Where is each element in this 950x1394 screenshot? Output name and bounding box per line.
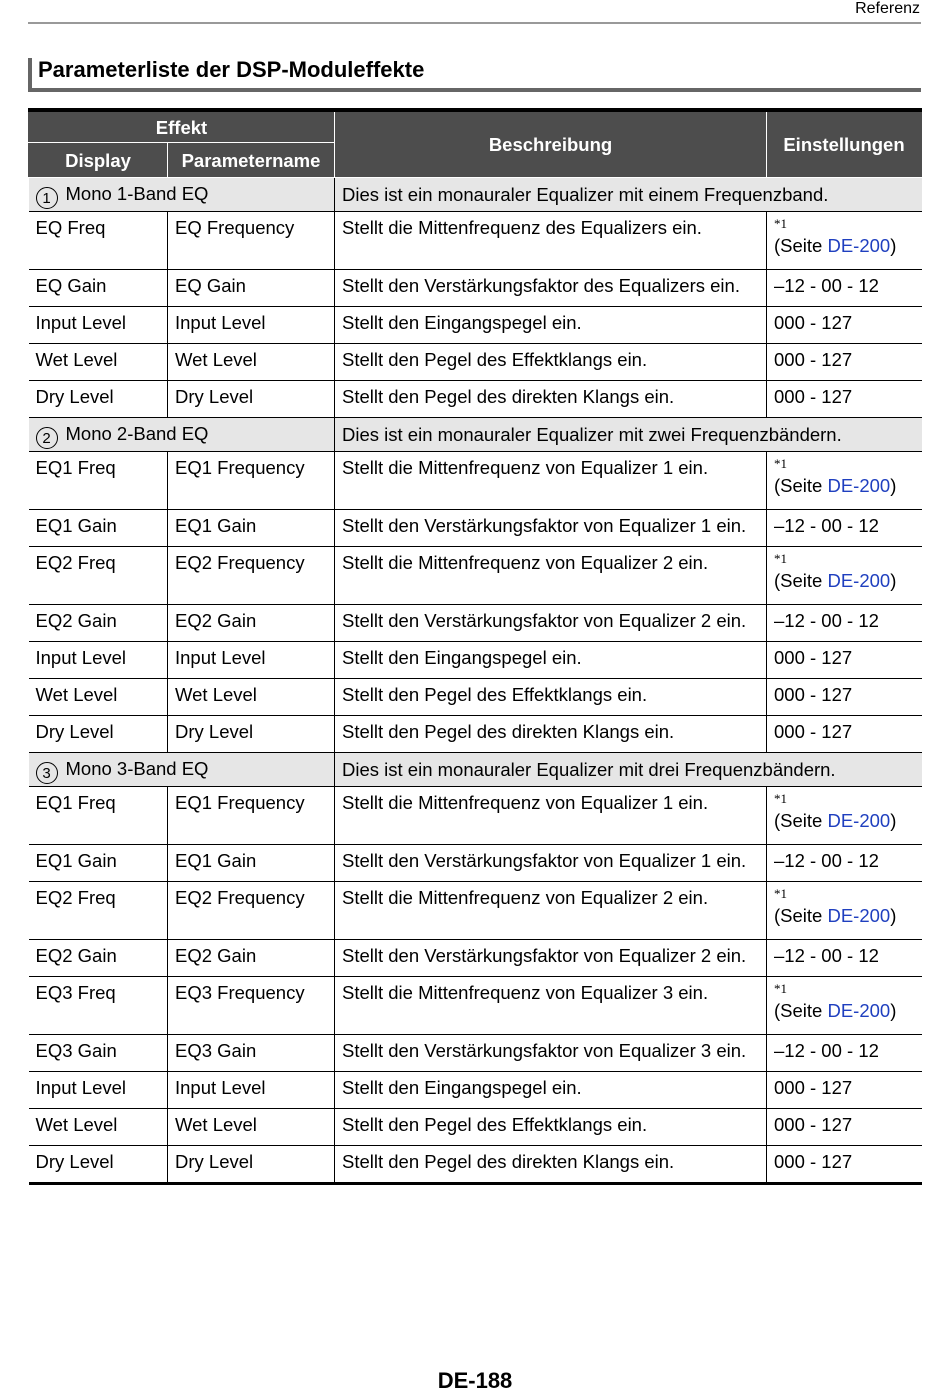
section-row <box>29 753 922 787</box>
parameter-name-cell: Wet Level <box>168 1109 335 1146</box>
setting-cell <box>767 977 922 1035</box>
table-row <box>29 212 922 270</box>
display-cell: EQ3 Freq <box>29 977 168 1035</box>
title-accent-bar <box>28 58 32 88</box>
section-name: Mono 2-Band EQ <box>65 422 209 444</box>
setting-cell: 000 - 127 <box>767 1109 922 1146</box>
section-name-cell <box>29 418 335 452</box>
section-number-badge: 1 <box>36 187 58 209</box>
setting-cell: –12 - 00 - 12 <box>767 940 922 977</box>
page-number: DE-188 <box>437 1368 513 1393</box>
page-reference-link[interactable]: DE-200 <box>827 570 891 591</box>
section-description: Dies ist ein monauraler Equalizer mit einem Frequenzband. <box>335 178 922 212</box>
footnote-marker: *1 <box>774 981 787 996</box>
setting-cell <box>767 547 922 605</box>
page-reference-suffix: ) <box>890 810 897 831</box>
description-cell: Stellt den Eingangspegel ein. <box>335 307 767 344</box>
description-cell: Stellt den Pegel des Effektklangs ein. <box>335 344 767 381</box>
header-effekt: Effekt <box>29 110 335 143</box>
description-cell: Stellt den Verstärkungsfaktor von Equalizer 2 ein. <box>335 605 767 642</box>
table-row <box>29 1146 922 1184</box>
parameter-name-cell: Dry Level <box>168 716 335 753</box>
setting-cell: 000 - 127 <box>767 716 922 753</box>
table-row <box>29 605 922 642</box>
page-reference-prefix: (Seite <box>774 235 828 256</box>
table-row <box>29 642 922 679</box>
section-number-badge: 2 <box>36 427 58 449</box>
display-cell: EQ2 Gain <box>29 940 168 977</box>
page-title: Parameterliste der DSP-Moduleffekte <box>38 57 425 82</box>
page-reference <box>774 473 915 498</box>
section-description: Dies ist ein monauraler Equalizer mit drei Frequenzbändern. <box>335 753 922 787</box>
page-reference-link[interactable]: DE-200 <box>827 810 891 831</box>
table-body <box>29 178 922 1184</box>
parameter-name-cell: Dry Level <box>168 381 335 418</box>
page-reference-suffix: ) <box>890 235 897 256</box>
section-description: Dies ist ein monauraler Equalizer mit zwei Frequenzbändern. <box>335 418 922 452</box>
table-row <box>29 307 922 344</box>
display-cell: Dry Level <box>29 716 168 753</box>
description-cell: Stellt den Eingangspegel ein. <box>335 1072 767 1109</box>
parameter-name-cell: EQ1 Frequency <box>168 787 335 845</box>
table-row <box>29 940 922 977</box>
section-number-badge: 3 <box>36 762 58 784</box>
description-cell: Stellt den Pegel des direkten Klangs ein. <box>335 381 767 418</box>
header-parametername: Parametername <box>168 143 335 178</box>
parameter-name-cell: Input Level <box>168 307 335 344</box>
header-einstellungen: Einstellungen <box>767 110 922 178</box>
header-section-label: Referenz <box>855 0 920 17</box>
description-cell: Stellt den Verstärkungsfaktor von Equalizer 1 ein. <box>335 510 767 547</box>
parameter-name-cell: Dry Level <box>168 1146 335 1184</box>
parameter-name-cell: Wet Level <box>168 679 335 716</box>
parameter-name-cell: EQ2 Gain <box>168 605 335 642</box>
title-underline <box>28 88 921 92</box>
parameter-name-cell: EQ2 Gain <box>168 940 335 977</box>
footnote-marker: *1 <box>774 216 787 231</box>
display-cell: EQ2 Freq <box>29 547 168 605</box>
display-cell: Wet Level <box>29 1109 168 1146</box>
description-cell: Stellt die Mittenfrequenz von Equalizer 2 ein. <box>335 547 767 605</box>
setting-cell: 000 - 127 <box>767 1146 922 1184</box>
table-row <box>29 1109 922 1146</box>
page-reference-link[interactable]: DE-200 <box>827 905 891 926</box>
page-reference <box>774 568 915 593</box>
description-cell: Stellt den Pegel des direkten Klangs ein. <box>335 716 767 753</box>
description-cell: Stellt den Verstärkungsfaktor des Equalizers ein. <box>335 270 767 307</box>
parameter-name-cell: EQ Frequency <box>168 212 335 270</box>
display-cell: EQ1 Freq <box>29 787 168 845</box>
table-row <box>29 1035 922 1072</box>
description-cell: Stellt den Verstärkungsfaktor von Equalizer 3 ein. <box>335 1035 767 1072</box>
display-cell: Wet Level <box>29 679 168 716</box>
table-row <box>29 716 922 753</box>
page-reference-prefix: (Seite <box>774 810 828 831</box>
setting-cell: –12 - 00 - 12 <box>767 1035 922 1072</box>
display-cell: EQ Gain <box>29 270 168 307</box>
section-name-cell <box>29 178 335 212</box>
description-cell: Stellt den Eingangspegel ein. <box>335 642 767 679</box>
setting-cell: 000 - 127 <box>767 381 922 418</box>
page-reference-suffix: ) <box>890 475 897 496</box>
display-cell: Wet Level <box>29 344 168 381</box>
display-cell: Input Level <box>29 1072 168 1109</box>
description-cell: Stellt die Mittenfrequenz von Equalizer 2 ein. <box>335 882 767 940</box>
table-row <box>29 270 922 307</box>
display-cell: EQ1 Gain <box>29 845 168 882</box>
setting-cell <box>767 212 922 270</box>
parameter-name-cell: Input Level <box>168 1072 335 1109</box>
table-row <box>29 452 922 510</box>
setting-cell <box>767 452 922 510</box>
table-row <box>29 510 922 547</box>
page-reference-link[interactable]: DE-200 <box>827 235 891 256</box>
page-reference-suffix: ) <box>890 570 897 591</box>
table-row <box>29 977 922 1035</box>
parameter-table <box>28 108 922 1185</box>
page-reference-link[interactable]: DE-200 <box>827 475 891 496</box>
page-reference-suffix: ) <box>890 1000 897 1021</box>
setting-cell <box>767 882 922 940</box>
display-cell: EQ1 Gain <box>29 510 168 547</box>
parameter-name-cell: EQ3 Gain <box>168 1035 335 1072</box>
description-cell: Stellt den Pegel des Effektklangs ein. <box>335 1109 767 1146</box>
page-reference <box>774 998 915 1023</box>
page-reference-prefix: (Seite <box>774 570 828 591</box>
section-row <box>29 418 922 452</box>
display-cell: Dry Level <box>29 381 168 418</box>
description-cell: Stellt den Pegel des direkten Klangs ein. <box>335 1146 767 1184</box>
page-reference <box>774 903 915 928</box>
setting-cell: –12 - 00 - 12 <box>767 605 922 642</box>
setting-cell: 000 - 127 <box>767 307 922 344</box>
header-beschreibung: Beschreibung <box>335 110 767 178</box>
setting-cell: –12 - 00 - 12 <box>767 270 922 307</box>
page-reference <box>774 233 915 258</box>
table-row <box>29 1072 922 1109</box>
table-row <box>29 679 922 716</box>
page-reference-link[interactable]: DE-200 <box>827 1000 891 1021</box>
description-cell: Stellt den Verstärkungsfaktor von Equalizer 1 ein. <box>335 845 767 882</box>
section-name: Mono 1-Band EQ <box>65 182 209 204</box>
setting-cell: –12 - 00 - 12 <box>767 845 922 882</box>
footnote-marker: *1 <box>774 791 787 806</box>
display-cell: Dry Level <box>29 1146 168 1184</box>
setting-cell <box>767 787 922 845</box>
page-reference-prefix: (Seite <box>774 1000 828 1021</box>
setting-cell: 000 - 127 <box>767 1072 922 1109</box>
table-row <box>29 547 922 605</box>
table-row <box>29 882 922 940</box>
page-reference-prefix: (Seite <box>774 905 828 926</box>
display-cell: Input Level <box>29 642 168 679</box>
page-reference-prefix: (Seite <box>774 475 828 496</box>
footnote-marker: *1 <box>774 456 787 471</box>
page-reference <box>774 808 915 833</box>
display-cell: EQ Freq <box>29 212 168 270</box>
section-row <box>29 178 922 212</box>
header-rule <box>28 22 921 24</box>
section-name: Mono 3-Band EQ <box>65 757 209 779</box>
display-cell: EQ1 Freq <box>29 452 168 510</box>
display-cell: EQ2 Freq <box>29 882 168 940</box>
footnote-marker: *1 <box>774 551 787 566</box>
parameter-name-cell: EQ2 Frequency <box>168 882 335 940</box>
parameter-name-cell: Input Level <box>168 642 335 679</box>
display-cell: EQ2 Gain <box>29 605 168 642</box>
setting-cell: 000 - 127 <box>767 679 922 716</box>
setting-cell: 000 - 127 <box>767 642 922 679</box>
display-cell: EQ3 Gain <box>29 1035 168 1072</box>
description-cell: Stellt den Verstärkungsfaktor von Equalizer 2 ein. <box>335 940 767 977</box>
table-row <box>29 787 922 845</box>
description-cell: Stellt die Mittenfrequenz des Equalizers ein. <box>335 212 767 270</box>
display-cell: Input Level <box>29 307 168 344</box>
section-name-cell <box>29 753 335 787</box>
description-cell: Stellt die Mittenfrequenz von Equalizer 1 ein. <box>335 787 767 845</box>
setting-cell: 000 - 127 <box>767 344 922 381</box>
parameter-name-cell: EQ1 Gain <box>168 845 335 882</box>
description-cell: Stellt die Mittenfrequenz von Equalizer 3 ein. <box>335 977 767 1035</box>
parameter-name-cell: EQ3 Frequency <box>168 977 335 1035</box>
footnote-marker: *1 <box>774 886 787 901</box>
table-row <box>29 381 922 418</box>
parameter-name-cell: EQ Gain <box>168 270 335 307</box>
parameter-name-cell: Wet Level <box>168 344 335 381</box>
parameter-name-cell: EQ2 Frequency <box>168 547 335 605</box>
description-cell: Stellt den Pegel des Effektklangs ein. <box>335 679 767 716</box>
page-title-block <box>28 56 921 92</box>
header-display: Display <box>29 143 168 178</box>
parameter-name-cell: EQ1 Gain <box>168 510 335 547</box>
parameter-name-cell: EQ1 Frequency <box>168 452 335 510</box>
page-reference-suffix: ) <box>890 905 897 926</box>
table-row <box>29 344 922 381</box>
setting-cell: –12 - 00 - 12 <box>767 510 922 547</box>
table-row <box>29 845 922 882</box>
description-cell: Stellt die Mittenfrequenz von Equalizer 1 ein. <box>335 452 767 510</box>
